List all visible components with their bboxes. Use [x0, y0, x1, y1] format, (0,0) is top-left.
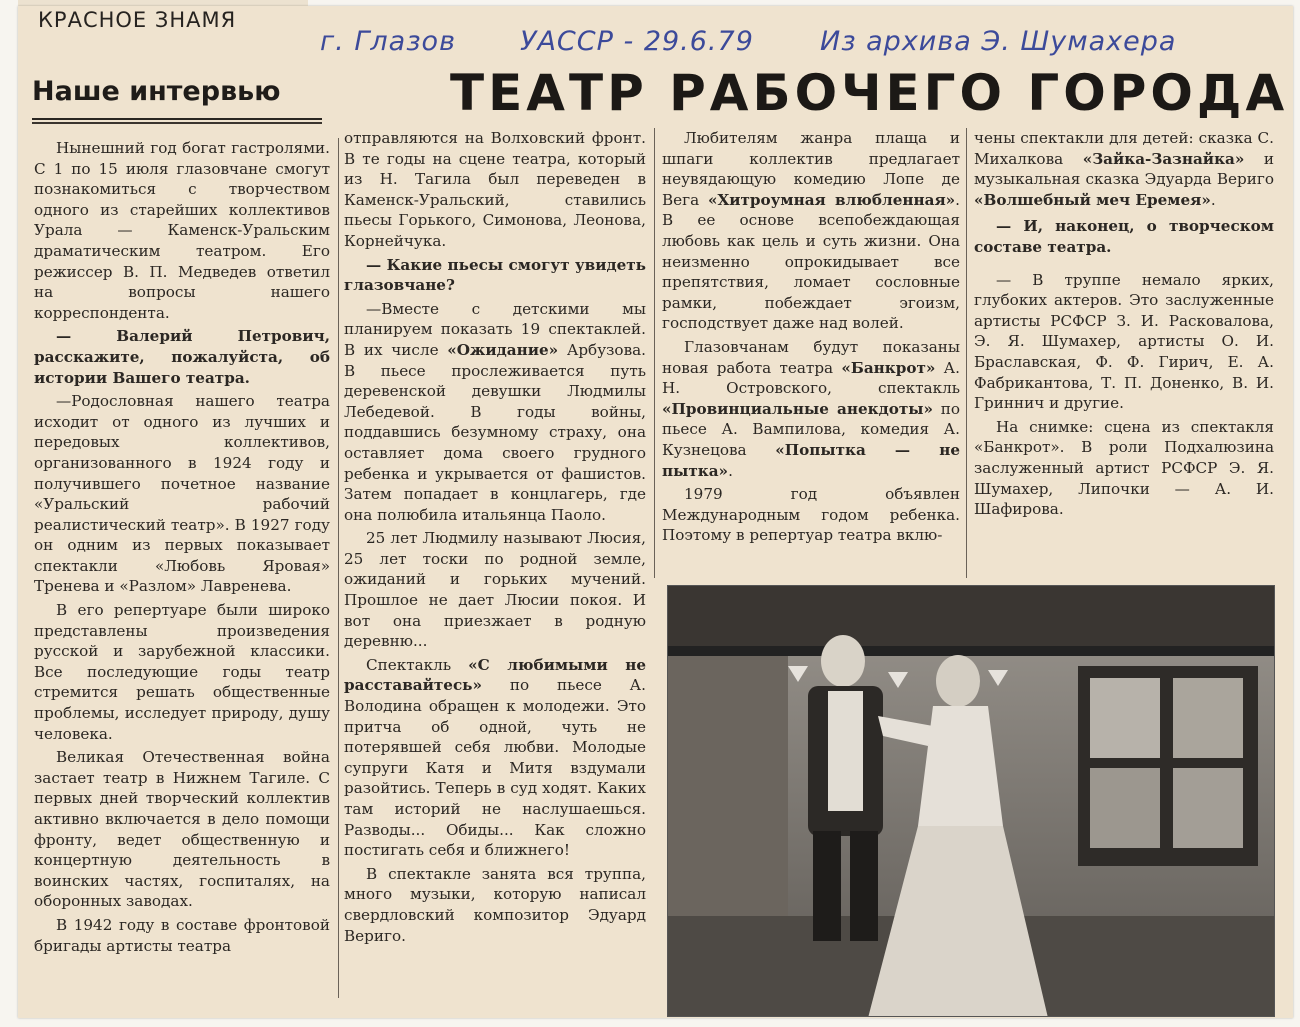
play-title: «Волшебный меч Еремея»: [974, 190, 1211, 209]
paragraph-text: А. Н. Островского, спектакль: [662, 358, 960, 398]
paragraph-text: .: [728, 461, 733, 480]
handwritten-date: УАССР - 29.6.79: [520, 26, 754, 57]
interview-question: — Валерий Петрович, расскажите, пожалуйста, об истории Вашего театра.: [34, 327, 330, 387]
play-title: «Хитроумная влюбленная»: [707, 190, 956, 209]
article-column-3: [662, 128, 960, 549]
play-title: «Провинциальные анекдоты»: [662, 399, 934, 418]
paragraph: —Родословная нашего театра исходит от одного из лучших и передовых коллективов, организованного в 1924 году и получившего почетное название «Уральский рабочий реалистический театр». В 1927 году он одним из первых показывает спектакли «Любовь Яровая» Тренева и «Разлом» Лавренева.: [34, 392, 330, 596]
stage-scene-illustration: [668, 586, 1275, 1017]
play-title: «Ожидание»: [447, 340, 559, 359]
newspaper-masthead: КРАСНОЕ ЗНАМЯ: [38, 8, 237, 32]
play-title: «С любимыми не расставайтесь»: [344, 655, 647, 695]
paragraph-text: Спектакль: [366, 655, 469, 674]
paragraph-text: —Вместе с детскими мы планируем показать 19 спектаклей. В их числе: [344, 299, 646, 359]
handwritten-archive: Из архива Э. Шумахера: [820, 26, 1177, 57]
paragraph: [344, 655, 646, 861]
paragraph-text: чены спектакли для детей: сказка С. Михалкова: [974, 129, 1274, 168]
article-column-1: [34, 138, 330, 959]
paragraph: 25 лет Людмилу называют Люсия, 25 лет тоски по родной земле, ожиданий и горьких мучений. Прошлое не дает Люсии покоя. И вот она приезжает в родную деревню...: [344, 529, 646, 651]
paragraph: отправляются на Волховский фронт. В те годы на сцене театра, который из Н. Тагила был переведен в Каменск-Уральский, ставились пьесы Горького, Симонова, Леонова, Корнейчука.: [344, 129, 646, 250]
paragraph: Нынешний год богат гастролями. С 1 по 15 июля глазовчане смогут познакомиться с творчеством одного из старейших коллективов Урала — Каменск-Уральским драматическим театром. Его режиссер В. П. Медведев ответил на вопросы нашего корреспондента.: [34, 139, 330, 322]
paragraph-text: . В ее основе всепобеждающая любовь как цель и суть жизни. Она неизменно опрокидывает все препятствия, ломает сословные рамки, побеждает эгоизм, господствует даже над волей.: [662, 190, 960, 333]
paragraph: [662, 128, 960, 334]
stage-scene-photo: [667, 585, 1275, 1017]
article-column-2: [344, 128, 646, 949]
paragraph: [974, 128, 1274, 210]
column-divider: [966, 128, 967, 578]
paragraph-text: по пьесе А. Вампилова, комедия А. Кузнецова: [662, 399, 960, 459]
paragraph: В 1942 году в составе фронтовой бригады артисты театра: [34, 915, 330, 955]
paragraph: Великая Отечественная война застает театр в Нижнем Тагиле. С первых дней творческий коллектив активно включается в дело помощи фронту, ведет общественную и концертную деятельность в воинских частях, госпиталях, на оборонных заводах.: [34, 748, 330, 911]
photo-caption: На снимке: сцена из спектакля «Банкрот». В роли Подхалюзина заслуженный артист РСФСР Э. Я. Шумахер, Липочки — А. И. Шафирова.: [974, 417, 1274, 519]
paragraph: В его репертуаре были широко представлены произведения русской и зарубежной классики. Все последующие годы театр стремится решать общественные проблемы, исследует природу, душу человека.: [34, 601, 330, 743]
handwritten-place: г. Глазов: [320, 26, 456, 57]
paragraph-text: .: [1210, 190, 1216, 209]
interview-question: — И, наконец, о творческом составе театра.: [974, 217, 1274, 256]
paragraph: В спектакле занята вся труппа, много музыки, которую написал свердловский композитор Эдуард Вериго.: [344, 864, 646, 945]
play-title: «Зайка-Зазнайка»: [1082, 149, 1245, 168]
paragraph-text: Глазовчанам будут показаны новая работа театра: [662, 337, 960, 377]
play-title: «Попытка — не пытка»: [662, 440, 960, 480]
column-divider: [654, 128, 655, 578]
article-headline: ТЕАТР РАБОЧЕГО ГОРОДА: [450, 64, 1289, 122]
column-divider: [338, 138, 339, 998]
paragraph-text: Арбузова. В пьесе прослеживается путь деревенской девушки Людмилы Лебедевой. В годы войны, поддавшись безумному страху, она оставляет дома своего грудного ребенка и укрывается от фашистов. Затем попадает в концлагерь, где она полюбила итальянца Паоло.: [344, 340, 646, 524]
paragraph: 1979 год объявлен Международным годом ребенка. Поэтому в репертуар театра вклю-: [662, 485, 960, 545]
paragraph: [662, 337, 960, 481]
article-column-4: [974, 128, 1274, 523]
paragraph-text: и музыкальная сказка Эдуарда Вериго: [974, 149, 1275, 189]
paragraph: [344, 299, 646, 526]
interview-question: — Какие пьесы смогут увидеть глазовчане?: [344, 255, 646, 295]
rubric-underline: [32, 122, 322, 124]
paragraph-text: Любителям жанра плаща и шпаги коллектив предлагает неувядающую комедию Лопе де Вега: [662, 129, 960, 209]
rubric-heading: Наше интервью: [32, 74, 322, 120]
paragraph: — В труппе немало ярких, глубоких актеров. Это заслуженные артисты РСФСР З. И. Расковалова, Э. Я. Шумахер, артисты О. И. Браславская, Ф. Ф. Гирич, Е. А. Фабрикантова, Т. П. Доненко, В. И. Гриннич и другие.: [974, 270, 1274, 413]
play-title: «Банкрот»: [841, 358, 936, 377]
paragraph-text: по пьесе А. Володина обращен к молодежи. Это притча об одной, чуть не потерявшей себя любви. Молодые супруги Катя и Митя вздумали разойтись. Теперь в суд ходят. Каких там историй не наслушаешься. Разводы... Обиды... Как сложно постигать себя и ближнего!: [344, 676, 646, 860]
